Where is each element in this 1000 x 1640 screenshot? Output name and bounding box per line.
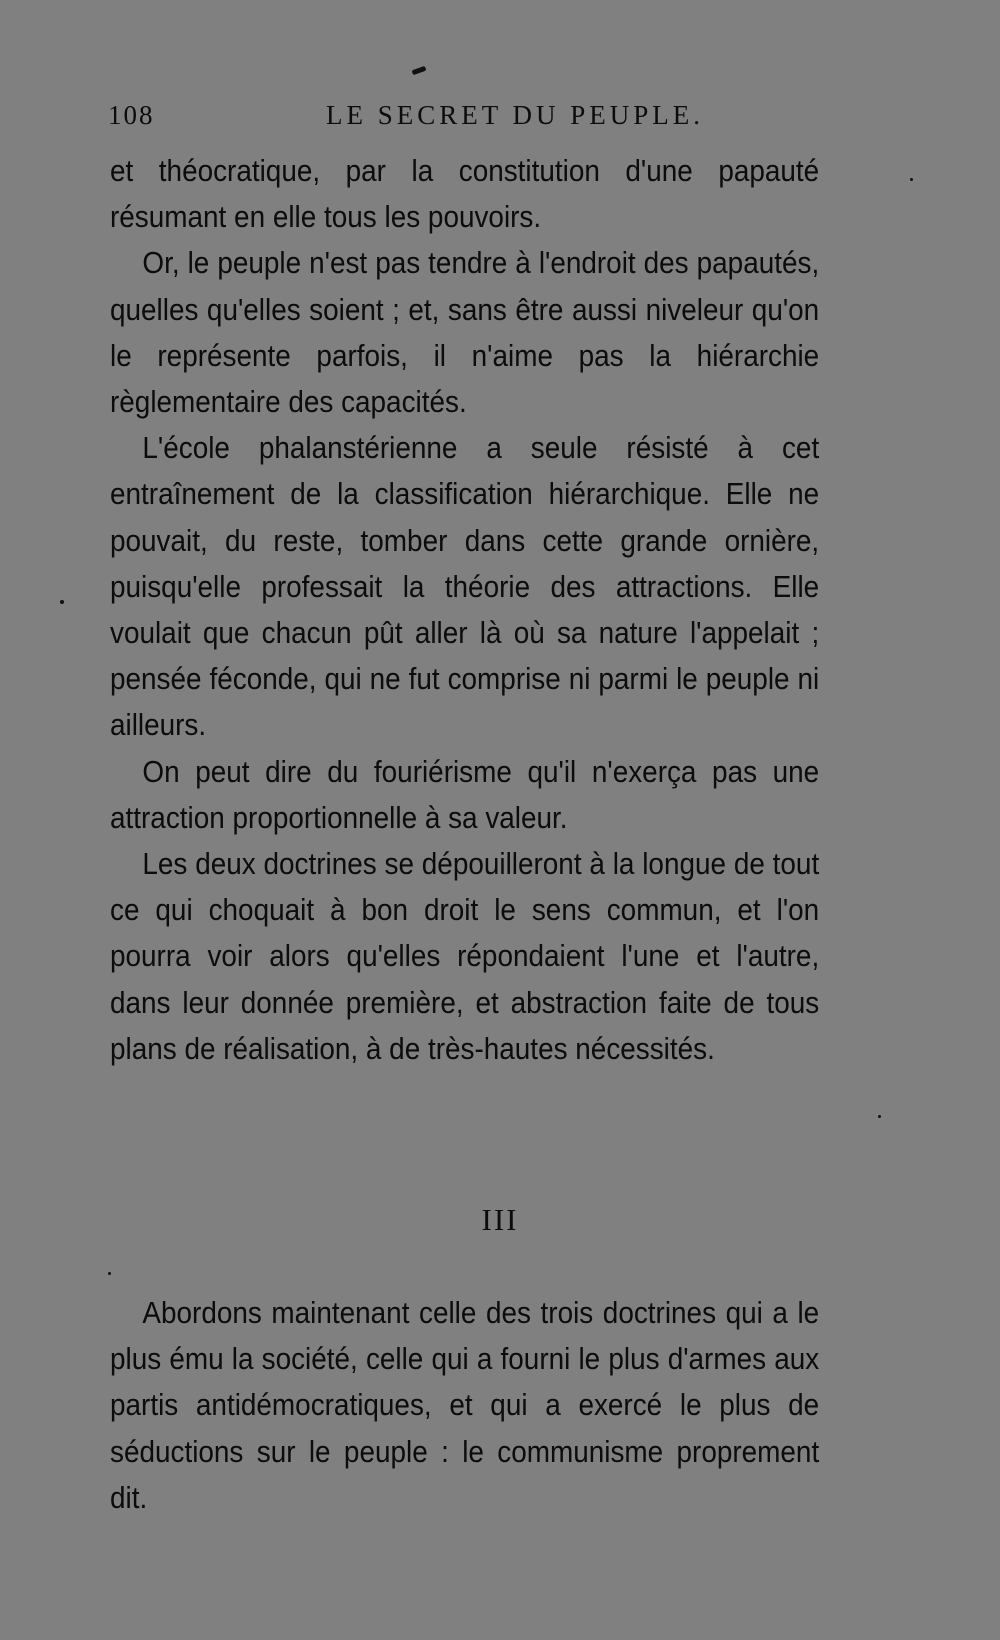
body-text — [110, 148, 819, 1072]
section-number: III — [481, 1202, 519, 1237]
paragraph: Les deux doctrines se dépouilleront à la longue de tout ce qui choquait à bon droit le sens commun, et l'on pourra voir alors qu'elles répondaient l'une et l'autre, dans leur donnée première, et abstraction faite de tous plans de réalisation, à de très-hautes nécessités. — [110, 846, 820, 1066]
paragraph-continuation: et théocratique, par la constitution d'une papauté résumant en elle tous les pouvoirs. — [110, 153, 820, 235]
paragraph: L'école phalanstérienne a seule résisté à cet entraînement de la classification hiérarchique. Elle ne pouvait, du reste, tomber dans cette grande ornière, puisqu'elle professait la théorie des attractions. Elle voulait que chacun pût aller là où sa nature l'appelait ; pensée féconde, qui ne fut comprise ni parmi le peuple ni ailleurs. — [110, 430, 820, 743]
ink-speck — [60, 600, 64, 604]
paragraph: Or, le peuple n'est pas tendre à l'endroit des papautés, quelles qu'elles soient ; et, sans être aussi niveleur qu'on le représente parfois, il n'aime pas la hiérarchie règlementaire des capacités. — [110, 245, 820, 420]
ink-mark — [412, 66, 427, 75]
section-body-text — [110, 1290, 819, 1521]
running-title: LE SECRET DU PEUPLE. — [326, 100, 705, 130]
ink-speck — [878, 1115, 881, 1118]
ink-speck — [910, 178, 913, 181]
page-number: 108 — [108, 100, 155, 130]
page-header — [108, 100, 898, 140]
paragraph: Abordons maintenant celle des trois doctrines qui a le plus ému la société, celle qui a fourni le plus d'armes aux partis antidémocratiques, et qui a exercé le plus de séductions sur le peuple : le communisme proprement dit. — [110, 1295, 820, 1515]
paragraph: On peut dire du fouriérisme qu'il n'exerça pas une attraction proportionnelle à sa valeur. — [110, 753, 820, 835]
ink-speck — [108, 1272, 111, 1275]
